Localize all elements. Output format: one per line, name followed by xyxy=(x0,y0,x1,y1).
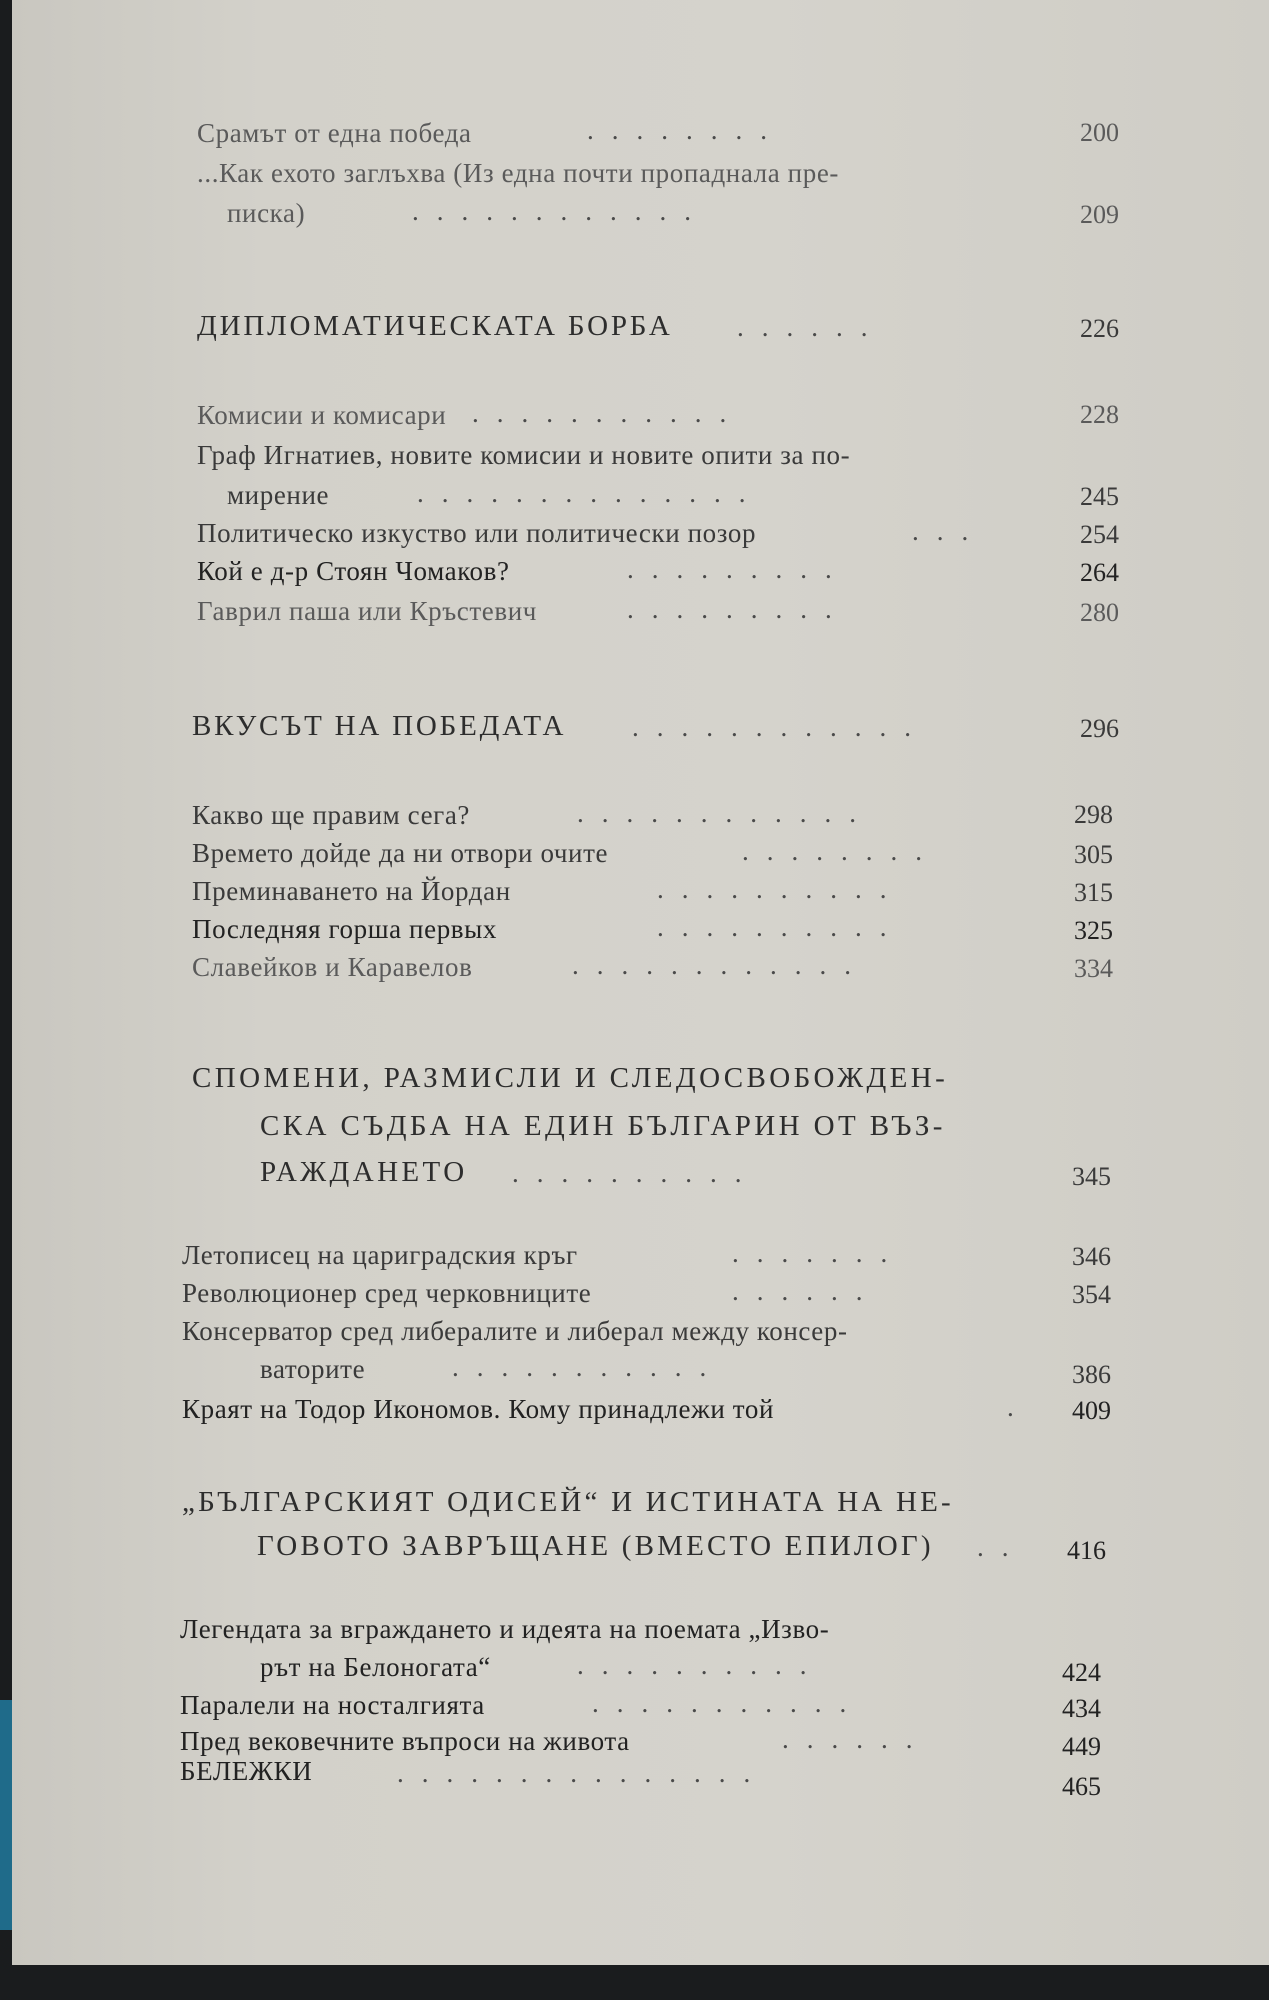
section-heading-continuation: СКА СЪДБА НА ЕДИН БЪЛГАРИН ОТ ВЪЗ- xyxy=(260,1110,946,1142)
table-of-contents xyxy=(12,0,1269,1965)
toc-leader-dots: ...... xyxy=(732,1276,881,1306)
toc-page-number: 298 xyxy=(1074,800,1113,829)
toc-page-number: 305 xyxy=(1074,840,1113,869)
toc-page-number: 409 xyxy=(1072,1396,1111,1425)
toc-entry-continuation: ваторите xyxy=(260,1354,366,1384)
toc-leader-dots: .......... xyxy=(657,912,905,942)
toc-entry: БЕЛЕЖКИ xyxy=(180,1756,313,1786)
toc-entry: Преминаването на Йордан xyxy=(192,876,511,906)
toc-entry: Граф Игнатиев, новите комисии и новите опити за по- xyxy=(197,440,851,470)
toc-leader-dots: ........ xyxy=(587,115,785,145)
toc-page-number: 209 xyxy=(1080,200,1119,229)
book-page xyxy=(12,0,1269,1965)
toc-entry: Кой е д-р Стоян Чомаков? xyxy=(197,556,510,586)
section-heading: ДИПЛОМАТИЧЕСКАТА БОРБА xyxy=(197,310,673,342)
toc-entry: Консерватор сред либералите и либерал между консер- xyxy=(182,1316,848,1346)
toc-leader-dots: ............ xyxy=(632,712,929,742)
page-edge-strip xyxy=(0,1700,12,1930)
toc-entry: Гаврил паша или Кръстевич xyxy=(197,596,537,626)
toc-entry: ...Как ехото заглъхва (Из една почти пропаднала пре- xyxy=(197,158,840,188)
toc-leader-dots: ........ xyxy=(742,836,940,866)
toc-page-number: 200 xyxy=(1080,118,1119,147)
toc-entry: Пред вековечните въпроси на живота xyxy=(180,1726,630,1756)
toc-page-number: 280 xyxy=(1080,598,1119,627)
toc-page-number: 449 xyxy=(1062,1732,1101,1761)
toc-entry: Какво ще правим сега? xyxy=(192,800,470,830)
toc-leader-dots: ....... xyxy=(732,1238,906,1268)
toc-leader-dots: .. xyxy=(977,1532,1027,1562)
toc-leader-dots: ........... xyxy=(452,1352,725,1382)
toc-leader-dots: ........... xyxy=(472,398,745,428)
toc-leader-dots: ............... xyxy=(397,1758,769,1788)
toc-page-number: 325 xyxy=(1074,916,1113,945)
toc-page-number: 228 xyxy=(1080,400,1119,429)
toc-page-number: 416 xyxy=(1067,1536,1106,1565)
toc-leader-dots: .............. xyxy=(417,478,764,508)
toc-page-number: 245 xyxy=(1080,482,1119,511)
toc-page-number: 254 xyxy=(1080,520,1119,549)
toc-entry: Последняя горша первых xyxy=(192,914,497,944)
toc-page-number: 296 xyxy=(1080,714,1119,743)
toc-page-number: 334 xyxy=(1074,954,1113,983)
toc-leader-dots: ...... xyxy=(737,312,886,342)
toc-leader-dots: .......... xyxy=(657,874,905,904)
toc-page-number: 346 xyxy=(1072,1242,1111,1271)
toc-page-number: 424 xyxy=(1062,1658,1101,1687)
toc-entry: Срамът от една победа xyxy=(197,118,472,148)
toc-page-number: 345 xyxy=(1072,1162,1111,1191)
section-heading: ВКУСЪТ НА ПОБЕДАТА xyxy=(192,710,567,742)
toc-entry: Времето дойде да ни отвори очите xyxy=(192,838,609,868)
section-heading-continuation: РАЖДАНЕТО xyxy=(260,1156,468,1188)
section-heading-continuation: ГОВОТО ЗАВРЪЩАНЕ (ВМЕСТО ЕПИЛОГ) xyxy=(257,1530,934,1562)
toc-leader-dots: .......... xyxy=(577,1650,825,1680)
toc-leader-dots: ......... xyxy=(627,594,850,624)
toc-entry: Легендата за вграждането и идеята на поемата „Изво- xyxy=(180,1614,830,1644)
toc-entry: Революционер сред черковниците xyxy=(182,1278,592,1308)
toc-leader-dots: . xyxy=(1007,1392,1032,1422)
toc-page-number: 386 xyxy=(1072,1360,1111,1389)
toc-entry: Политическо изкуство или политически позор xyxy=(197,518,757,548)
toc-entry: Паралели на носталгията xyxy=(180,1690,485,1720)
toc-entry-continuation: мирение xyxy=(227,480,330,510)
toc-leader-dots: ......... xyxy=(627,554,850,584)
toc-page-number: 315 xyxy=(1074,878,1113,907)
toc-leader-dots: ............ xyxy=(572,950,869,980)
toc-entry: Краят на Тодор Икономов. Кому принадлежи той xyxy=(182,1394,774,1424)
toc-leader-dots: ...... xyxy=(782,1724,931,1754)
toc-entry: Славейков и Каравелов xyxy=(192,952,473,982)
toc-page-number: 354 xyxy=(1072,1280,1111,1309)
toc-page-number: 264 xyxy=(1080,558,1119,587)
toc-entry: Летописец на цариградския кръг xyxy=(182,1240,578,1270)
toc-page-number: 465 xyxy=(1062,1772,1101,1801)
toc-entry-continuation: рът на Белоногата“ xyxy=(260,1652,491,1682)
section-heading: „БЪЛГАРСКИЯТ ОДИСЕЙ“ И ИСТИНАТА НА НЕ- xyxy=(182,1486,954,1518)
toc-page-number: 226 xyxy=(1080,314,1119,343)
toc-leader-dots: ... xyxy=(912,516,987,546)
toc-entry-continuation: писка) xyxy=(227,198,306,228)
toc-leader-dots: ............ xyxy=(577,798,874,828)
section-heading: СПОМЕНИ, РАЗМИСЛИ И СЛЕДОСВОБОЖДЕН- xyxy=(192,1062,949,1094)
toc-leader-dots: .......... xyxy=(512,1158,760,1188)
toc-page-number: 434 xyxy=(1062,1694,1101,1723)
toc-entry: Комисии и комисари xyxy=(197,400,447,430)
toc-leader-dots: ............ xyxy=(412,196,709,226)
toc-leader-dots: ........... xyxy=(592,1688,865,1718)
